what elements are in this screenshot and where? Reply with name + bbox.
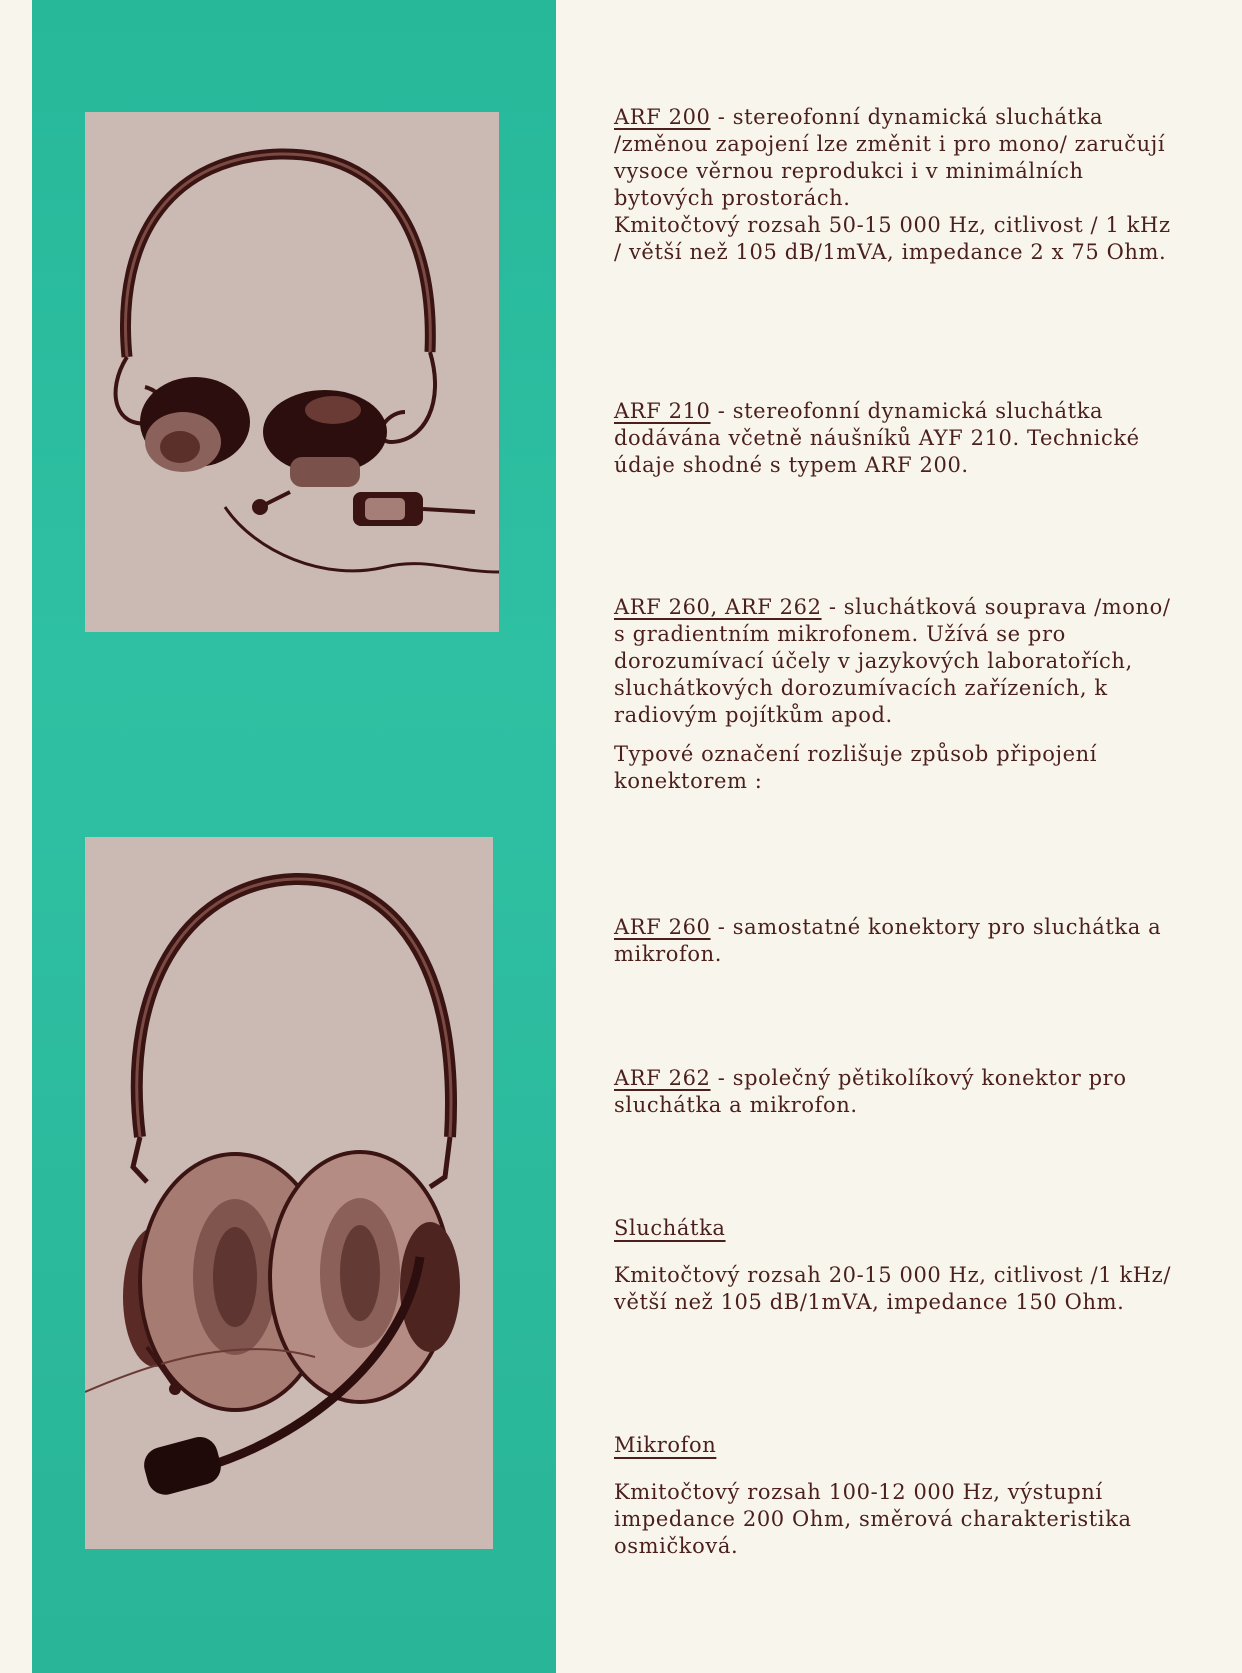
headphones-photo-arf200 xyxy=(85,112,499,632)
sluchatka-heading: Sluchátka xyxy=(614,1216,726,1240)
arf210-paragraph xyxy=(614,398,1174,479)
arf262-description xyxy=(614,1065,1174,1119)
arf200-specs: Kmitočtový rozsah 50-15 000 Hz, citlivost / 1 kHz / větší než 105 dB/1mVA, impedance 2 x 75 Ohm. xyxy=(614,213,1171,264)
arf262-model: ARF 262 xyxy=(614,1066,711,1090)
arf210-description xyxy=(614,398,1174,479)
mikrofon-section xyxy=(614,1433,1174,1560)
arf260-paragraph xyxy=(614,914,1174,968)
arf262-paragraph xyxy=(614,1065,1174,1119)
arf200-text: - stereofonní dynamická sluchátka /změnou zapojení lze změnit i pro mono/ zaručují vysoce věrnou reprodukci i v minimálních bytových prostorách. xyxy=(614,105,1166,210)
sluchatka-specs: Kmitočtový rozsah 20-15 000 Hz, citlivost /1 kHz/ větší než 105 dB/1mVA, impedance 150 Ohm. xyxy=(614,1263,1172,1314)
arf210-model: ARF 210 xyxy=(614,399,711,423)
sluchatka-section xyxy=(614,1216,1174,1316)
arf200-model: ARF 200 xyxy=(614,105,711,129)
arf260-description xyxy=(614,914,1174,968)
arf260-model: ARF 260 xyxy=(614,915,711,939)
arf260-262-paragraph xyxy=(614,594,1174,729)
arf260-text: - samostatné konektory pro sluchátka a mikrofon. xyxy=(614,915,1162,966)
headset-photo-arf260 xyxy=(85,837,493,1549)
headphones-illustration xyxy=(85,112,499,632)
arf200-description xyxy=(614,104,1174,266)
mikrofon-heading: Mikrofon xyxy=(614,1433,717,1457)
arf262-text: - společný pětikolíkový konektor pro sluchátka a mikrofon. xyxy=(614,1066,1127,1117)
arf260-262-text: - sluchátková souprava /mono/ s gradientním mikrofonem. Užívá se pro dorozumívací účely v jazykových laboratořích, sluchátkových dorozumívacích zařízeních, k radiovým pojítkům apod. xyxy=(614,595,1171,727)
arf200-paragraph xyxy=(614,104,1174,212)
arf210-text: - stereofonní dynamická sluchátka dodávána včetně náušníků AYF 210. Technické údaje shodné s typem ARF 200. xyxy=(614,399,1140,477)
arf260-262-model: ARF 260, ARF 262 xyxy=(614,595,822,619)
connector-note: Typové označení rozlišuje způsob připojení konektorem : xyxy=(614,742,1098,793)
mikrofon-specs: Kmitočtový rozsah 100-12 000 Hz, výstupní impedance 200 Ohm, směrová charakteristika osmičková. xyxy=(614,1480,1132,1558)
headset-illustration xyxy=(85,837,493,1549)
arf260-262-description xyxy=(614,594,1174,795)
